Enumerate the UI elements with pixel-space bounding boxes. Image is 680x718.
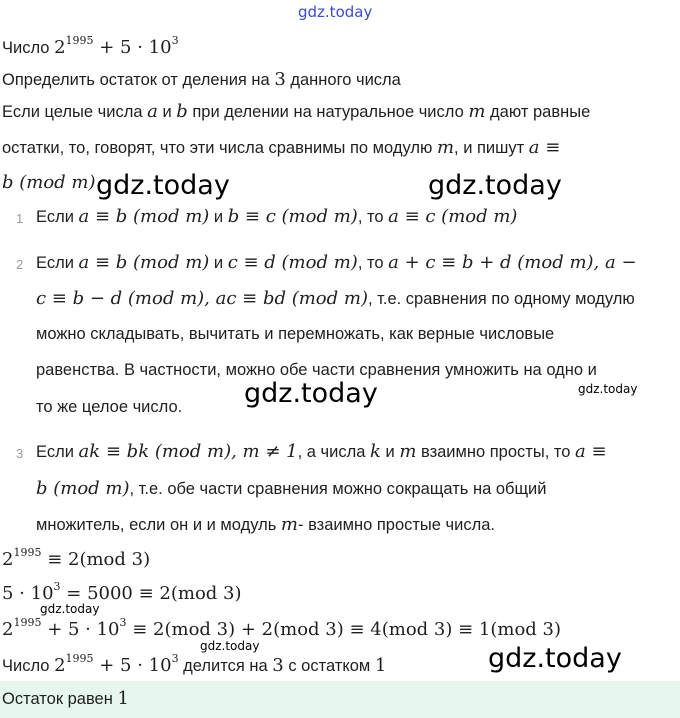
list-number: 2: [16, 257, 24, 272]
solution-conclusion: Число $2^{1995} + 5 \cdot 10^3$ делится на 3 с остатком 1: [2, 652, 387, 676]
watermark-link[interactable]: gdz.today: [298, 3, 373, 21]
list-number: 1: [16, 211, 24, 226]
watermark: gdz.today: [244, 378, 378, 409]
solution-step-3: $2^{1995} + 5 \cdot 10^3 \equiv 2(mod$ 3) + 2(mod 3) ≡ 4(mod 3) ≡ 1(mod 3): [2, 616, 562, 640]
list-item-2-line-1: Если a ≡ b (mod m) и c ≡ d (mod m), то a + c ≡ b + d (mod m), a −: [36, 252, 637, 273]
watermark: gdz.today: [488, 643, 622, 674]
problem-statement: Число $2^{1995} + 5 \cdot 10^3$: [2, 34, 179, 58]
watermark: gdz.today: [578, 382, 638, 396]
solution-step-2: $5 \cdot 10^3 = 5000 \equiv 2(mod$ 3): [2, 580, 242, 604]
watermark: gdz.today: [200, 639, 260, 653]
watermark: gdz.today: [40, 602, 100, 616]
watermark: gdz.today: [96, 170, 230, 201]
list-item-2-line-4: равенства. В частности, можно обе части сравнения умножить на одно и: [36, 361, 597, 379]
watermark: gdz.today: [428, 170, 562, 201]
theory-line-1: Если целые числа a и b при делении на натуральное число m дают равные: [2, 101, 591, 122]
list-item-2-line-5: то же целое число.: [36, 398, 183, 416]
task-statement: Определить остаток от деления на 3 данного числа: [2, 69, 401, 90]
list-item-3-line-1: Если ak ≡ bk (mod m), m ≠ 1, а числа k и m взаимно просты, то a ≡: [36, 441, 607, 462]
list-item-3-line-3: множитель, если он и и модуль m- взаимно простые числа.: [36, 514, 496, 535]
solution-step-1: $2^{1995} \equiv 2(mod$ 3): [2, 546, 151, 570]
list-number: 3: [16, 446, 24, 461]
list-item-3-line-2: b (mod m), т.е. обе части сравнения можно сокращать на общий: [36, 478, 547, 499]
answer-text: Остаток равен 1: [2, 688, 129, 709]
theory-line-2: остатки, то, говорят, что эти числа сравнимы по модулю m, и пишут a ≡: [2, 137, 561, 158]
list-item-1: Если a ≡ b (mod m) и b ≡ c (mod m), то a ≡ c (mod m): [36, 206, 518, 227]
list-item-2-line-2: c ≡ b − d (mod m), ac ≡ bd (mod m), т.е. сравнения по одному модулю: [36, 288, 635, 309]
list-item-2-line-3: можно складывать, вычитать и перемножать, как верные числовые: [36, 325, 555, 343]
answer-box: [0, 681, 680, 718]
theory-line-3: b (mod m): [2, 172, 96, 193]
